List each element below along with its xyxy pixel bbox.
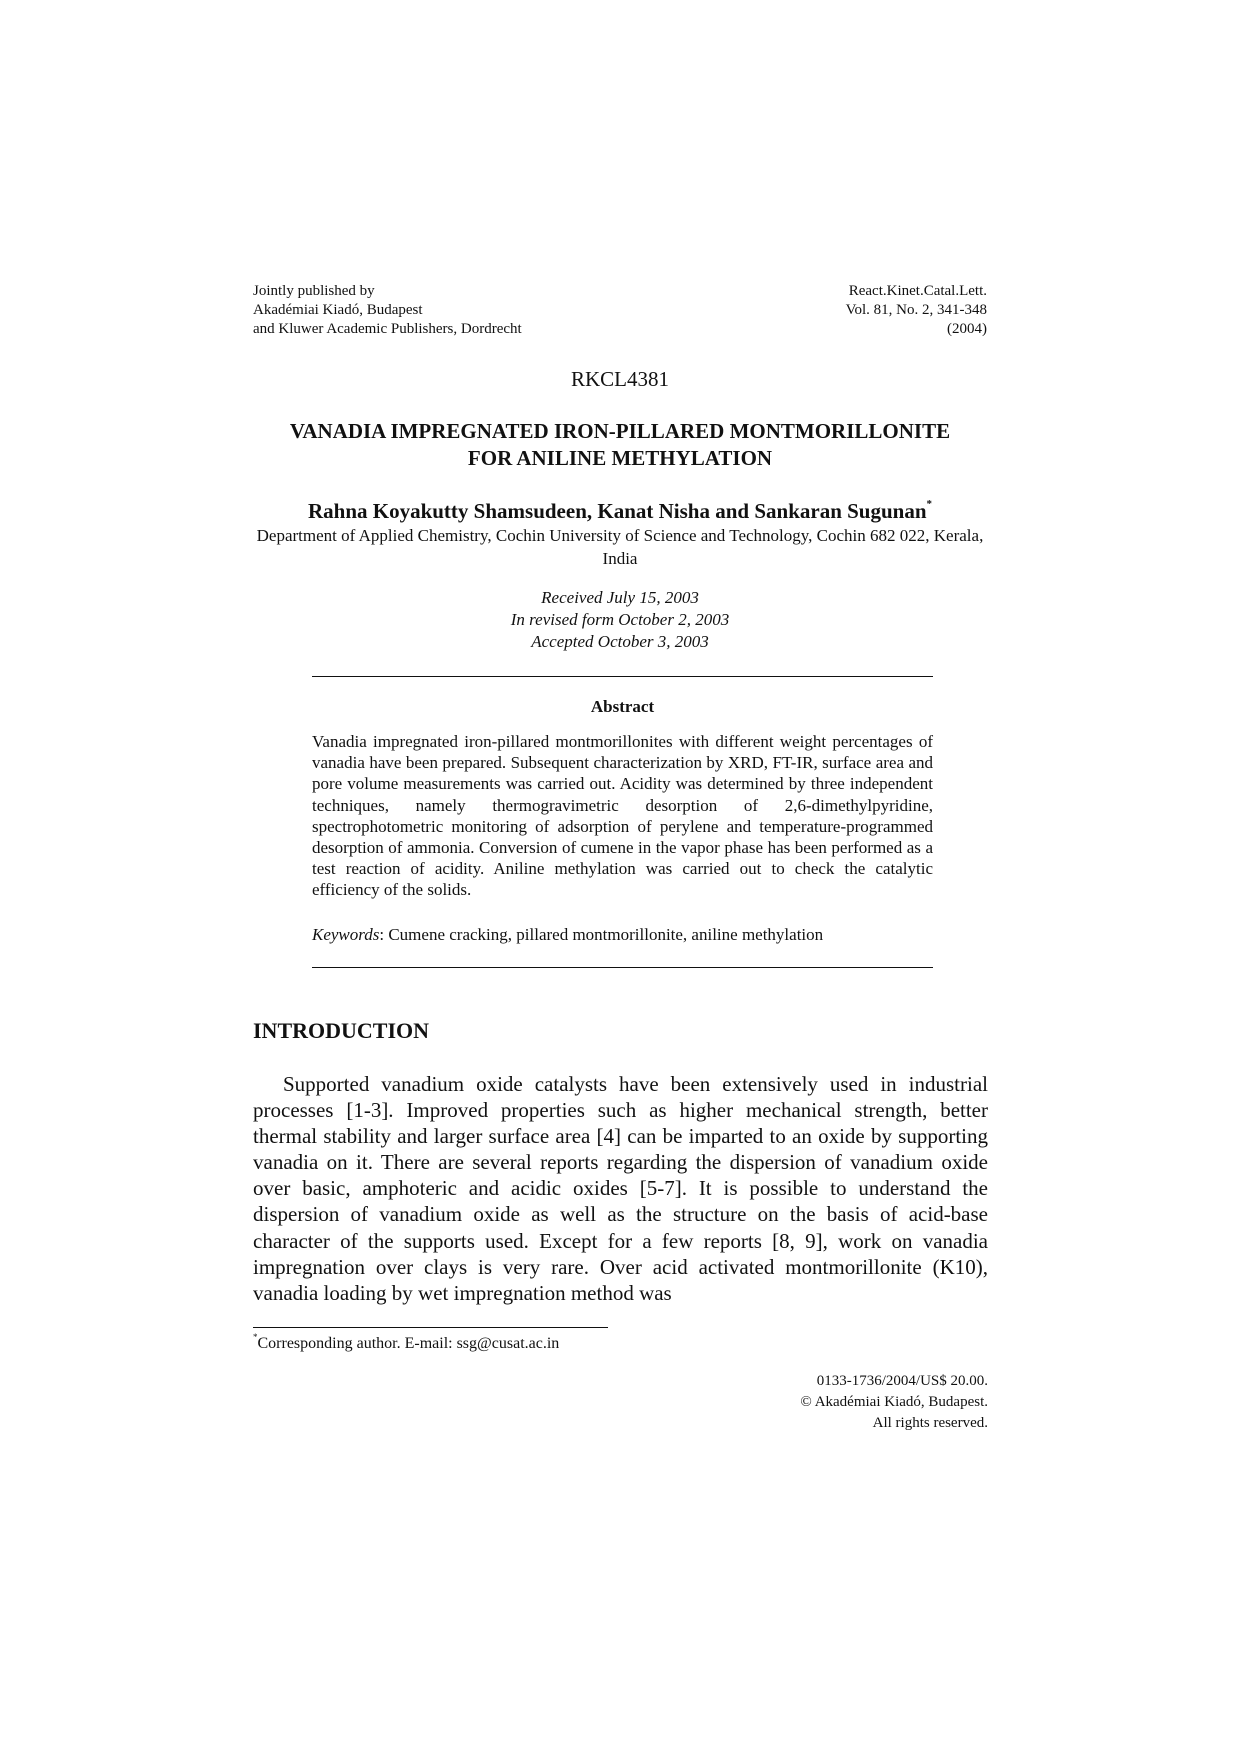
- introduction-heading: INTRODUCTION: [253, 1018, 430, 1043]
- publisher-info: [253, 282, 522, 339]
- title-line: VANADIA IMPREGNATED IRON-PILLARED MONTMORILLONITE: [289, 419, 951, 443]
- abstract-bottom-rule: [312, 967, 933, 968]
- article-dates: [300, 587, 940, 653]
- publisher-line: and Kluwer Academic Publishers, Dordrecht: [253, 321, 522, 337]
- publisher-line: Akadémiai Kiadó, Budapest: [253, 302, 423, 318]
- publisher-line: Jointly published by: [253, 283, 375, 299]
- footnote-text: Corresponding author. E-mail: ssg@cusat.ac.in: [257, 1335, 560, 1352]
- accepted-date: Accepted October 3, 2003: [531, 632, 709, 651]
- keywords-label: Keywords: [312, 925, 380, 944]
- footnote-mark: *: [253, 1332, 258, 1342]
- abstract-top-rule: [312, 676, 933, 677]
- article-id: RKCL4381: [570, 367, 669, 391]
- journal-line: (2004): [947, 321, 987, 337]
- journal-line: Vol. 81, No. 2, 341-348: [845, 302, 987, 318]
- keywords: [312, 925, 933, 945]
- footnote-rule: [253, 1327, 608, 1328]
- abstract-body: Vanadia impregnated iron-pillared montmorillonites with different weight percentages of vanadia have been prepared. Subsequent characterization by XRD, FT-IR, surface area and pore volume measurements was carried out. Acidity was determined by three independent techniques, namely thermogravimetric desorption of 2,6-dimethylpyridine, spectrophotometric monitoring of adsorption of perylene and temperature-programmed desorption of ammonia. Conversion of cumene in the vapor phase has been performed as a test reaction of acidity. Aniline methylation was carried out to check the catalytic efficiency of the solids.: [312, 732, 933, 900]
- affiliation: Department of Applied Chemistry, Cochin University of Science and Technology, Cochin 682 022, Kerala, India: [256, 526, 984, 568]
- author-list: [200, 498, 1040, 524]
- issn-price: 0133-1736/2004/US$ 20.00.: [816, 1373, 988, 1389]
- authors-names: Rahna Koyakutty Shamsudeen, Kanat Nisha and Sankaran Sugunan: [307, 499, 927, 523]
- corresponding-author-mark: *: [926, 498, 933, 510]
- received-date: Received July 15, 2003: [541, 588, 699, 607]
- journal-citation: [846, 282, 987, 339]
- revised-date: In revised form October 2, 2003: [510, 610, 730, 629]
- title-line: FOR ANILINE METHYLATION: [467, 446, 773, 470]
- footnote: [253, 1332, 559, 1353]
- abstract-heading: Abstract: [590, 697, 655, 716]
- copyright-holder: © Akadémiai Kiadó, Budapest.: [800, 1394, 988, 1410]
- keywords-list: : Cumene cracking, pillared montmorillonite, aniline methylation: [379, 925, 824, 944]
- rights-statement: All rights reserved.: [872, 1415, 988, 1431]
- copyright-block: [800, 1371, 988, 1434]
- paper-title: [200, 418, 1040, 472]
- introduction-body: Supported vanadium oxide catalysts have been extensively used in industrial processes [1-3]. Improved properties such as higher mechanical strength, better thermal stability and larger surface area [4] can be imparted to an oxide by supporting vanadia on it. There are several reports regarding the dispersion of vanadium oxide over basic, amphoteric and acidic oxides [5-7]. It is possible to understand the dispersion of vanadium oxide as well as the structure on the basis of acid-base character of the supports used. Except for a few reports [8, 9], work on vanadia impregnation over clays is very rare. Over acid activated montmorillonite (K10), vanadia loading by wet impregnation method was: [253, 1072, 988, 1305]
- journal-line: React.Kinet.Catal.Lett.: [848, 283, 987, 299]
